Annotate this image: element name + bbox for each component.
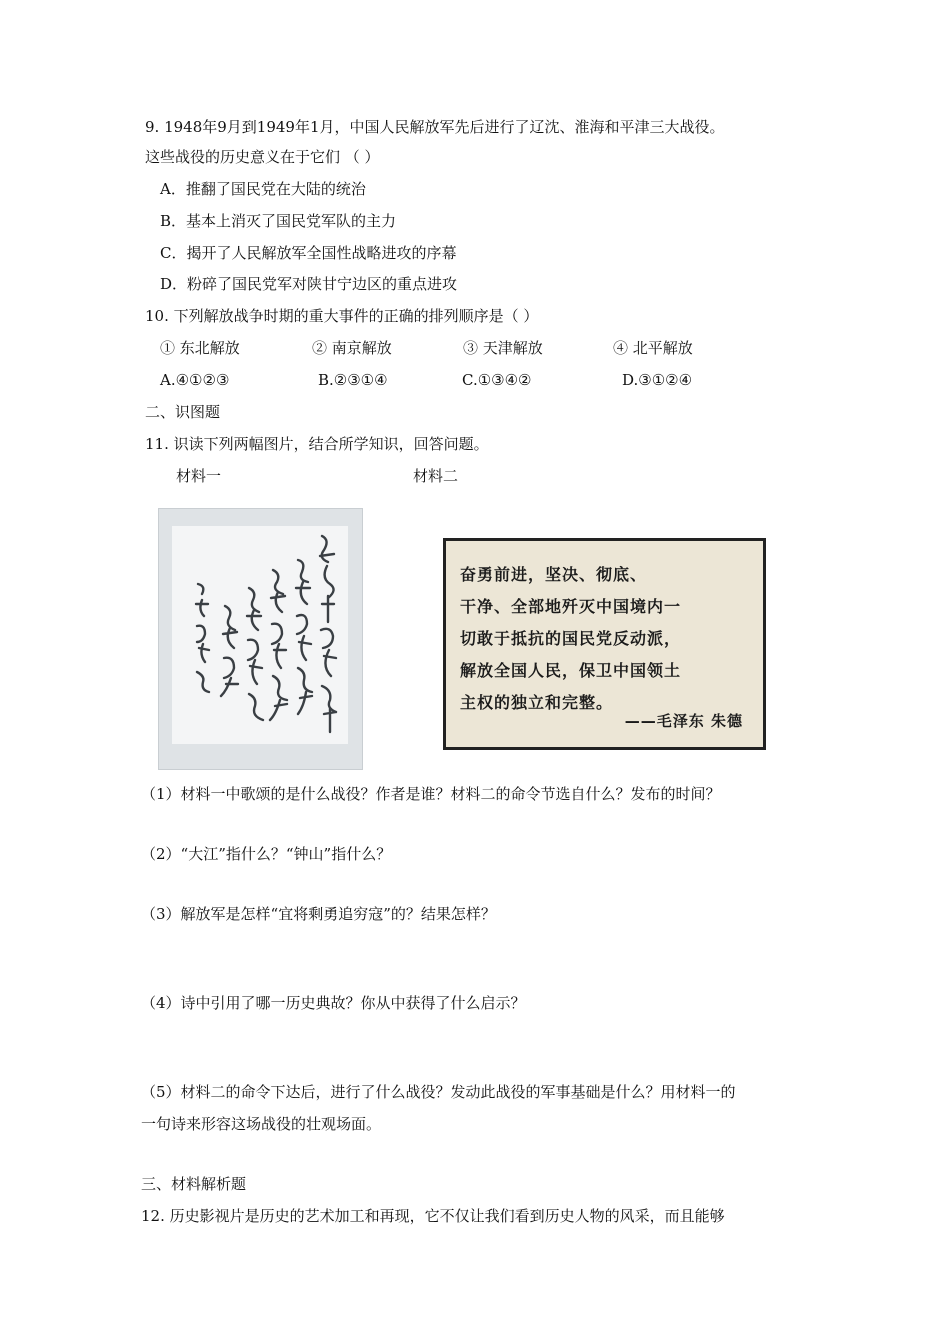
q9-option-c: C．揭开了人民解放军全国性战略进攻的序幕 — [160, 244, 457, 262]
q10-events — [0, 338, 950, 358]
q10-choice: C.①③④② — [462, 371, 532, 389]
q9-option-b: B．基本上消灭了国民党军队的主力 — [160, 212, 397, 230]
q9-option-d: D．粉碎了国民党军对陕甘宁边区的重点进攻 — [160, 275, 458, 293]
calligraphy-paper — [172, 526, 348, 744]
q11-sub-1: （1）材料一中歌颂的是什么战役？作者是谁？材料二的命令节选自什么？发布的时间？ — [141, 785, 721, 803]
section-2-title: 二、识图题 — [145, 403, 221, 421]
q11-sub-5-line2: 一句诗来形容这场战役的壮观场面。 — [141, 1115, 382, 1133]
q10-stem: 10. 下列解放战争时期的重大事件的正确的排列顺序是（ ） — [145, 307, 539, 325]
calligraphy-image — [158, 508, 363, 770]
calligraphy-strokes — [172, 526, 348, 744]
q9-stem-line2: 这些战役的历史意义在于它们 （ ） — [145, 148, 380, 166]
material-2-order-signature: ——毛泽东 朱德 — [624, 712, 743, 730]
q12-stem: 12. 历史影视片是历史的艺术加工和再现，它不仅让我们看到历史人物的风采，而且能够 — [141, 1207, 725, 1225]
material-2-label: 材料二 — [413, 467, 459, 485]
q11-sub-2: （2）“大江”指什么？“钟山”指什么？ — [141, 845, 392, 863]
q9-stem-line1: 9. 1948年9月到1949年1月，中国人民解放军先后进行了辽沈、淮海和平津三大战役。 — [145, 118, 725, 136]
q11-sub-4: （4）诗中引用了哪一历史典故？你从中获得了什么启示？ — [141, 994, 526, 1012]
q10-event: ④ 北平解放 — [613, 339, 693, 357]
q10-choices — [0, 370, 950, 390]
material-2-order-image — [443, 538, 766, 750]
q10-event: ③ 天津解放 — [463, 339, 543, 357]
material-2-order-text: 奋勇前进，坚决、彻底、 干净、全部地歼灭中国境内一 切敢于抵抗的国民党反动派， 解放全国人民，保卫中国领土 主权的独立和完整。 — [460, 565, 682, 712]
material-1-label: 材料一 — [176, 467, 222, 485]
q11-sub-5-line1: （5）材料二的命令下达后，进行了什么战役？发动此战役的军事基础是什么？用材料一的 — [141, 1083, 736, 1101]
q11-sub-3: （3）解放军是怎样“宜将剩勇追穷寇”的？结果怎样？ — [141, 905, 496, 923]
q10-choice: B.②③①④ — [318, 371, 388, 389]
q11-stem: 11. 识读下列两幅图片，结合所学知识，回答问题。 — [145, 435, 489, 453]
section-3-title: 三、材料解析题 — [141, 1175, 247, 1193]
q10-event: ② 南京解放 — [312, 339, 392, 357]
q10-choice: A.④①②③ — [160, 371, 230, 389]
q10-event: ① 东北解放 — [160, 339, 240, 357]
q9-option-a: A．推翻了国民党在大陆的统治 — [160, 180, 366, 198]
q10-choice: D.③①②④ — [622, 371, 693, 389]
